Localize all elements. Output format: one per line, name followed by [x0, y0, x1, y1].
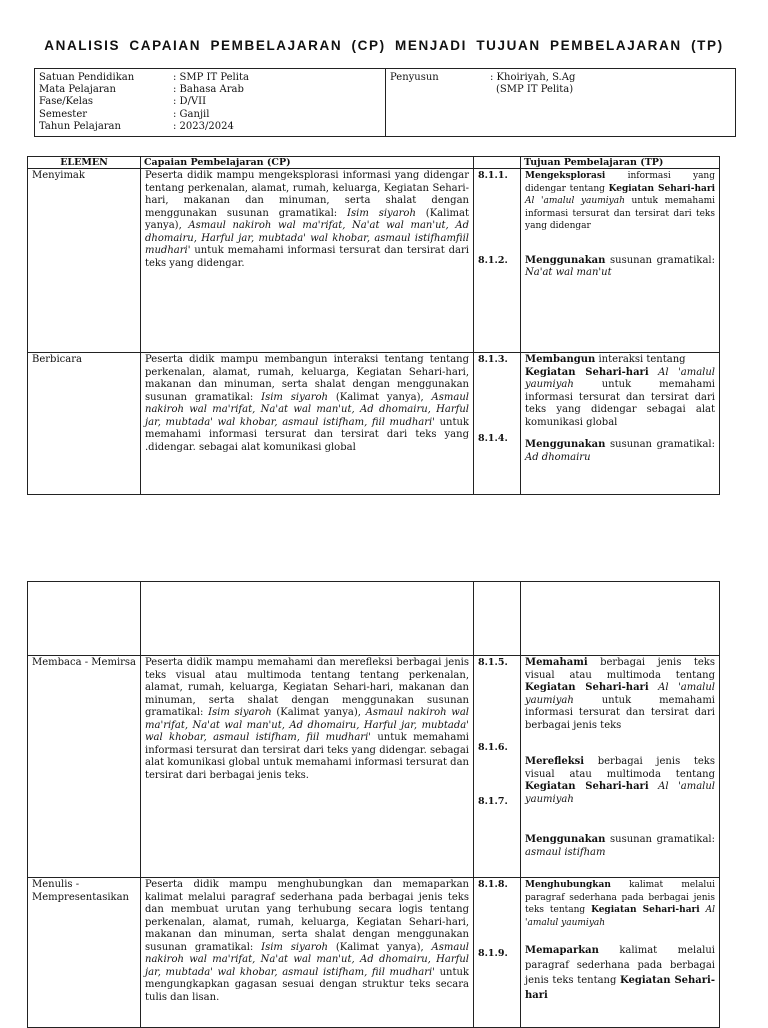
info-key: Semester [39, 108, 88, 120]
code-cell [474, 169, 521, 353]
info-left-cell [35, 69, 386, 137]
empty-cell [28, 582, 141, 656]
table-row [28, 582, 720, 656]
code-cell [474, 656, 521, 878]
info-value: : Ganjil [173, 108, 210, 120]
table-row [28, 169, 720, 353]
tp-code: 8.1.2. [478, 254, 508, 266]
info-table [34, 68, 736, 137]
tp-code: 8.1.1. [478, 170, 508, 181]
cp-cell: Peserta didik mampu membangun interaksi tentang tentang perkenalan, alamat, rumah, keluarga, Kegiatan Sehari-hari, makanan dan minuman, serta shalat dengan menggunakan susunan gramatikal: Isim siyaroh (Kalimat yanya), Asmaul nakiroh wal ma'rifat, Na'at wal man'ut, Ad dhomairu, Harful jar, mubtada' wal khobar, asmaul istifham, fiil mudhari' untuk memahami informasi tersurat dan tersirat dari teks yang .didengar. sebagai alat komunikasi global [141, 353, 474, 495]
elemen-cell: Berbicara [28, 353, 141, 495]
cp-cell: Peserta didik mampu memahami dan merefleksi berbagai jenis teks visual atau multimoda tentang tentang perkenalan, alamat, rumah, keluarga, Kegiatan Sehari-hari, makanan dan minuman, serta shalat dengan menggunakan susunan gramatikal: Isim siyaroh (Kalimat yanya), Asmaul nakiroh wal ma'rifat, Na'at wal man'ut, Ad dhomairu, Harful jar, mubtada' wal khobar, asmaul istifham, fiil mudhari' untuk memahami informasi tersurat dan tersirat dari teks yang didengar. sebagai alat komunikasi global untuk memahami informasi tersurat dan tersirat dari berbagai jenis teks. [141, 656, 474, 878]
cp-tp-table [27, 156, 720, 495]
cp-tp-table-page2 [27, 581, 720, 1028]
empty-cell [521, 582, 720, 656]
cp-cell: Peserta didik mampu menghubungkan dan memaparkan kalimat melalui paragraf sederhana pada berbagai jenis teks dan membuat urutan yang terhubung secara logis tentang perkenalan, alamat, rumah, keluarga, Kegiatan Sehari-hari, makanan dan minuman, serta shalat dengan menggunakan susunan gramatikal: Isim siyaroh (Kalimat yanya), Asmaul nakiroh wal ma'rifat, Na'at wal man'ut, Ad dhomairu, Harful jar, mubtada' wal khobar, asmaul istifham, fiil mudhari' untuk mengungkapkan gagasan sesuai dengan struktur teks secara tulis dan lisan. [141, 878, 474, 1028]
info-right-cell [386, 69, 736, 137]
elemen-cell: Menyimak [28, 169, 141, 353]
penyusun-label: Penyusun [390, 72, 439, 83]
info-value: : D/VII [173, 96, 207, 108]
info-key: Satuan Pendidikan [39, 72, 135, 83]
tp-cell: Mengeksplorasi informasi yang didengar tentang Kegiatan Sehari-hari Al 'amalul yaumiyah untuk memahami informasi tersurat dan tersirat dari teks yang didengar Menggunakan susunan gramatikal: Na'at wal man'ut [521, 169, 720, 353]
code-cell [474, 353, 521, 495]
tp-cell: Memahami berbagai jenis teks visual atau multimoda tentang Kegiatan Sehari-hari Al 'amalul yaumiyah untuk memahami informasi tersurat dan tersirat dari berbagai jenis teks Merefleksi berbagai jenis teks visual atau multimoda tentang Kegiatan Sehari-hari Al 'amalul yaumiyah Menggunakan susunan gramatikal: asmaul istifham [521, 656, 720, 878]
header-code [474, 157, 521, 169]
header-elemen: ELEMEN [28, 157, 141, 169]
penyusun-school-row [390, 84, 731, 96]
tp-code: 8.1.7. [478, 796, 508, 807]
info-row [39, 84, 381, 96]
tp-cell: Menghubungkan kalimat melalui paragraf sederhana pada berbagai jenis teks tentang Kegiatan Sehari-hari Al 'amalul yaumiyah Memaparkan kalimat melalui paragraf sederhana pada berbagai jenis teks tentang Kegiatan Sehari-hari [521, 878, 720, 1028]
penyusun-value: : Khoiriyah, S.Ag [490, 72, 576, 83]
elemen-cell: Membaca - Memirsa [28, 656, 141, 878]
info-value: : 2023/2024 [173, 120, 234, 132]
table-row [28, 353, 720, 495]
table-row [28, 656, 720, 878]
info-key: Mata Pelajaran [39, 84, 116, 96]
info-value: : SMP IT Pelita [173, 72, 249, 83]
document-title: ANALISIS CAPAIAN PEMBELAJARAN (CP) MENJADI TUJUAN PEMBELAJARAN (TP) [44, 38, 724, 53]
tp-code: 8.1.3. [478, 354, 508, 365]
info-row [39, 96, 381, 108]
info-value: : Bahasa Arab [173, 84, 244, 96]
tp-code: 8.1.5. [478, 657, 508, 668]
info-key: Tahun Pelajaran [39, 120, 121, 132]
empty-cell [141, 582, 474, 656]
tp-code: 8.1.4. [478, 432, 508, 444]
tp-code: 8.1.9. [478, 947, 508, 959]
penyusun-school: (SMP IT Pelita) [496, 84, 574, 96]
elemen-cell: Menulis - Mempresentasikan [28, 878, 141, 1028]
header-tp: Tujuan Pembelajaran (TP) [521, 157, 720, 169]
penyusun-row [390, 72, 731, 84]
cp-cell: Peserta didik mampu mengeksplorasi informasi yang didengar tentang perkenalan, alamat, rumah, keluarga, Kegiatan Sehari-hari, makanan dan minuman, serta shalat dengan menggunakan susunan gramatikal: Isim siyaroh (Kalimat yanya), Asmaul nakiroh wal ma'rifat, Na'at wal man'ut, Ad dhomairu, Harful jar, mubtada' wal khobar, asmaul istifhamfiil mudhari' untuk memahami informasi tersurat dan tersirat dari teks yang didengar. [141, 169, 474, 353]
empty-cell [474, 582, 521, 656]
info-row [39, 121, 381, 133]
info-key: Fase/Kelas [39, 96, 94, 108]
tp-code: 8.1.6. [478, 741, 508, 753]
header-cp: Capaian Pembelajaran (CP) [141, 157, 474, 169]
tp-code: 8.1.8. [478, 879, 508, 890]
info-row [39, 72, 381, 84]
tp-cell: Membangun interaksi tentang Kegiatan Sehari-hari Al 'amalul yaumiyah untuk memahami informasi tersurat dan tersirat dari teks yang didengar sebagai alat komunikasi global Menggunakan susunan gramatikal: Ad dhomairu [521, 353, 720, 495]
info-row [39, 109, 381, 121]
table-row [28, 878, 720, 1028]
code-cell [474, 878, 521, 1028]
